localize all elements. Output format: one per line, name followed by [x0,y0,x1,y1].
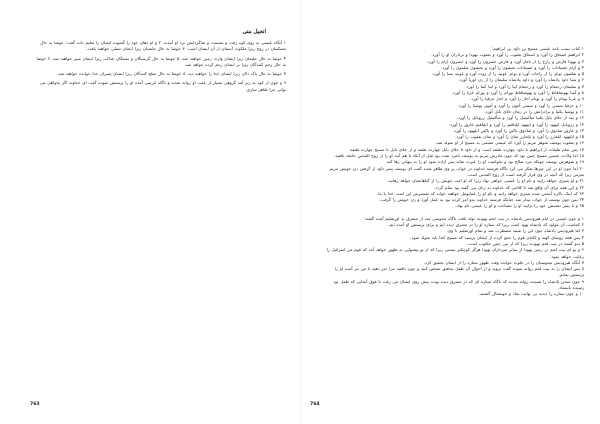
verse-line: ۲۱ و او پسری خواهد زایید و نام او را عیسی خواهی نهاد زیرا که او امت خویش را از گناهانشان خواهد رهانید. [387,178,584,184]
verse-line: ۹ و عزیا یوتام را آورد و یوتام احاز را آورد و احاز حزقیا را آورد. [470,96,584,102]
verse-line: ۱۵ و ایلیهود ایلعازر را آورد و ایلعازر متان را آورد و متان یعقوب را آورد. [455,134,584,140]
verse-line: ۶ و یسا داود پادشاه را آورد و داود پادشاه سلیمان را از زن اوریا آورد. [458,77,584,83]
verse-line: ۳ و یهودا فارص و زارح را از تامار آورد و فارص حصرون را آورد و حصرون ارام را آورد. [426,58,584,64]
verse-paragraph: ۴ خوشا به حال حلیمان زیرا ایشان وارث زمین خواهند شد. ۵ خوشا به حال گرسنگان و تشنگان عدالت زیرا ایشان سیر خواهند شد. ۶ خوشا به حال رحم کنندگان زیرا بر ایشان رحم کرده خواهد شد. [36,55,286,67]
verse-line: ۲۴ پس چون یوسف از خواب بیدار شد چنانکه فرشته خداوند بدو امر کرده بود به عمل آورد و زن خویش را گرفت. [379,197,584,203]
verse-line: ۳ اما هیرودیس پادشاه چون این را شنید مضطرب شد و تمام اورشلیم با وی. [446,228,584,234]
verse-line: ۸ پس ایشان را به بیت لحم روانه نموده گفت بروید و از احوال آن طفل بتدقیق تفحص کنید و چون یافتید مرا خبر دهید تا من نیز آمده او را پرستش نمایم. [334,266,584,278]
verse-line: ۲ ابراهیم اسحاق را آورد و اسحاق یعقوب را آورد و یعقوب یهودا و برادران او را آورد. [431,52,584,58]
verse-line: ۲۳ که اینک باکره آبستن شده پسری خواهد زایید و نام او را عمانوئیل خواهند خواند که تفسیرش این است خدا با ما. [376,190,584,196]
verse-paragraph: ۷ خوشا به حال پاک دلان زیرا ایشان خدا را خواهند دید. ۸ خوشا به حال صلح کنندگان زیرا ایشان پسران خدا خوانده خواهند شد. [57,71,286,77]
verse-line: ۲۲ و این همه برای آن واقع شد تا کلامی که خداوند به زبان نبی گفته بود تمام گردد. [433,184,584,190]
verse-line: ۱۰ و حزقیا منسی را آورد و منسی آمون را آورد و آمون یوشیا را آورد. [457,102,584,108]
verse-line: ۴ و ارام عمیناداب را آورد و عمیناداب نحشون را آورد و نحشون شلمون را آورد. [441,64,584,70]
verse-line: ۱۹ و شوهرش یوسف چونکه مرد صالح بود و نخواست او را عبرت نماید پس اراده نمود او را به پنهانی رها کند. [385,159,584,165]
verse-line: ۱۱ و یوشیا یکنیا و برادرانش را در زمان جلای بابل آورد. [484,108,584,114]
left-page-text [32,40,286,93]
page-number: 764 [310,402,320,407]
verse-line: ۹ چون سخن پادشاه را شنیدند روانه شدند که ناگاه ستاره ای که در مشرق دیده بودند پیش روی ایشان می رفت تا فوق آنجایی که طفل بود رسیده بایستاد. [333,278,584,290]
verse-line: ۱۴ و عازور صادوق را آورد و صادوق یاکین را آورد و یاکین ایلیهود را آورد. [452,127,584,133]
verse-line: ۱۷ پس تمام طبقات از ابراهیم تا داود چهارده طبقه است و از داود تا جلای بابل چهارده طبقه و از جلای بابل تا مسیح چهارده طبقه. [348,146,584,152]
verse-paragraph: ۱ آنگاه عیسی به روی کوه رفت و نشست و شاگردانش نزد او آمدند. ۲ و او دهان خود را گشوده ایشان را تعلیم داده گفت: خوشا به حال مسکینان در روح زیرا ملکوت آسمان از آن ایشان است. ۳ خوشا به حال ماتمیان زیرا ایشان تسلی خواهند یافت. [40,40,286,52]
verse-line: ۱ و چون عیسی در ایام هیرودیس پادشاه در بیت لحم یهودیه تولد یافت ناگاه مجوسی چند از مشرق به اورشلیم آمده گفتند: [363,215,584,221]
verse-paragraph: ۹ و چون از کوه به زیر آمد گروهی بسیار از عقب او روانه شدند و ناگاه ابرصی آمده او را پرستش نموده گفت ای خداوند اگر بخواهی می توانی مرا طاهر سازی. [39,80,286,92]
verse-line: ۷ آنگاه هیرودیس مجوسیان را در خلوت خوانده وقت ظهور ستاره را از ایشان تحقیق کرد. [423,259,584,265]
verse-line: ۷ و سلیمان رحبعام را آورد و رحبعام ابیا را آورد و ابیا آسا را آورد. [465,83,584,89]
page-number: 763 [30,402,40,407]
verse-line: ۲۵ و تا پسر نخستین خود را نزایید او را نشناخت و او را عیسی نام نهاد. [455,203,584,209]
verse-line: ۵ بدو گفتند در بیت لحم یهودیه زیرا که از نبی چنین مکتوب است. [466,240,584,246]
verse-line: ۱ کتاب نسب نامه عیسی مسیح بن داود بن ابراهیم: [491,46,584,51]
right-page-text [326,46,584,298]
verse-line: ۱۸ اما ولادت عیسی مسیح چنین بود که چون مادرش مریم به یوسف نامزد شده بود قبل از آنکه با هم آیند او را از روح القدس حامله یافتند. [333,153,584,159]
verse-line: ۱۶ و یعقوب یوسف شوهر مریم را آورد که عیسی مسمی به مسیح از او متولد شد. [435,140,584,146]
right-page [300,0,600,424]
verse-line: ۴ پس همه روسای کهنه و کاتبان قوم را جمع کرده از ایشان پرسید که مسیح کجا باید متولد شود. [410,234,584,240]
verse-line: ۵ و شلمون بوعز را از راحاب آورد و بوعز عوبید را از روت آورد و عوبید یسا را آورد. [431,71,584,77]
verse-line: ۶ و تو ای بیت لحم در زمین یهودا از سایر سرداران یهودا هرگز کوچکتر نیستی زیرا که از تو پیشوایی به ظهور خواهد آمد که قوم من اسرائیل را رعایت خواهد نمود. [326,247,584,259]
verse-line: ۱۰ و چون ستاره را دیدند بی نهایت شاد و خوشحال گشتند. [478,291,584,297]
verse-line: ۲۰ اما چون او در این چیزها تفکر می کرد ناگاه فرشته خداوند در خواب بر وی ظاهر شده گفت ای یوسف پسر داود از گرفتن زن خویش مریم مترس زیرا که آنچه در وی قرار گرفته است از روح القدس است. [329,165,584,177]
chapter-title: انجیل متی [242,29,266,35]
verse-line: ۸ و آسا یهوشافاط را آورد و یهوشافاط یورام را آورد و یورام عزیا را آورد. [451,90,584,96]
verse-line: ۱۲ و بعد از جلای بابل یکنیا سألتیئیل را آورد و سألتیئیل زروبابل را آورد. [456,115,584,121]
verse-line: ۱۳ و زروبابل ابیهود را آورد و ابیهود ایلیاقیم را آورد و ایلیاقیم عازور را آورد. [448,121,584,127]
verse-line: ۲ کجاست آن مولود که پادشاه یهود است زیرا که ستاره او را در مشرق دیده ایم و برای پرستش او آمده ایم. [388,222,584,228]
